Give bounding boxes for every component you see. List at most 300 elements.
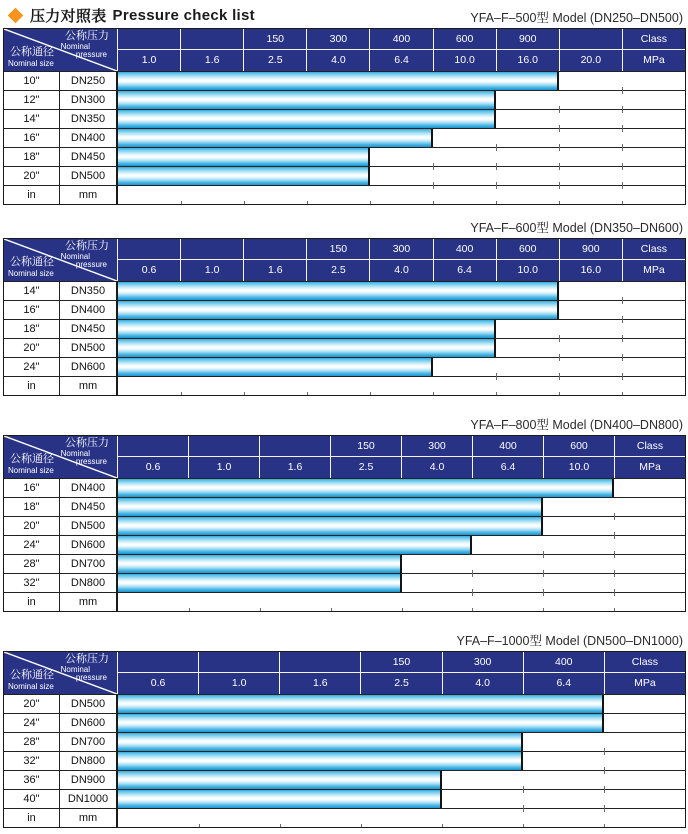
table-row (4, 713, 685, 732)
diagonal-header-cell (4, 652, 118, 694)
mpa-header-row (118, 457, 685, 478)
unit-row (4, 592, 685, 611)
table-row (4, 516, 685, 535)
model-label-1000: YFA–F–1000型 Model (DN500–DN1000) (456, 634, 683, 648)
grid-tick (280, 824, 281, 828)
nominal-size-dn-cell: DN800 (60, 752, 118, 770)
grid-tick (622, 125, 623, 132)
grid-tick (199, 824, 200, 828)
pressure-cells (118, 320, 685, 338)
nominal-size-inch-cell: 18" (4, 320, 60, 338)
unit-row (4, 376, 685, 395)
grid-tick (622, 316, 623, 323)
class-header-cell (118, 436, 188, 456)
class-header-cell: 400 (472, 436, 543, 456)
unit-mm-cell: mm (60, 593, 118, 611)
mpa-header-cell: 1.6 (259, 457, 330, 478)
table-row (4, 732, 685, 751)
grid-tick (496, 201, 497, 205)
mpa-header-cell: 4.0 (401, 457, 472, 478)
grid-tick (559, 335, 560, 342)
grid-tick (559, 392, 560, 396)
grid-tick (181, 201, 182, 205)
nominal-size-dn-cell: DN600 (60, 536, 118, 554)
grid-tick (496, 392, 497, 396)
page-title-en: Pressure check list (112, 7, 255, 24)
grid-tick (614, 589, 615, 596)
nominal-size-inch-cell: 32" (4, 752, 60, 770)
pressure-cells (118, 790, 685, 808)
grid-tick (496, 163, 497, 170)
nominal-size-inch-cell: 24" (4, 714, 60, 732)
grid-tick (559, 163, 560, 170)
grid-tick (260, 608, 261, 612)
table-row (4, 90, 685, 109)
grid-tick (559, 125, 560, 132)
grid-tick (559, 201, 560, 205)
pressure-range-bar (118, 574, 402, 592)
class-header-cell (180, 239, 243, 259)
nominal-size-dn-cell: DN400 (60, 301, 118, 319)
grid-tick (543, 570, 544, 577)
pressure-cells (118, 110, 685, 128)
nominal-size-inch-cell: 20" (4, 517, 60, 535)
class-header-cell: 900 (496, 29, 559, 49)
pressure-range-bar (118, 517, 543, 535)
grid-tick (604, 748, 605, 755)
class-header-cell (188, 436, 259, 456)
pressure-cells (118, 129, 685, 147)
nominal-pressure-en-label-1: Nominal (60, 449, 90, 458)
table-header (4, 29, 685, 71)
table-row (4, 109, 685, 128)
nominal-size-dn-cell: DN600 (60, 714, 118, 732)
table-row (4, 357, 685, 376)
grid-tick (433, 201, 434, 205)
nominal-size-inch-cell: 10" (4, 72, 60, 90)
nominal-size-inch-cell: 16" (4, 301, 60, 319)
pressure-range-bar (118, 479, 614, 497)
grid-tick (472, 589, 473, 596)
mpa-header-cell: 4.0 (306, 50, 369, 71)
table-row (4, 147, 685, 166)
nominal-pressure-en-label-1: Nominal (60, 252, 90, 261)
pressure-range-bar (118, 320, 496, 338)
grid-tick (559, 373, 560, 380)
grid-tick (370, 392, 371, 396)
mpa-header-cell: 1.6 (180, 50, 243, 71)
mpa-header-row (118, 50, 685, 71)
nominal-size-dn-cell: DN500 (60, 517, 118, 535)
grid-tick (622, 106, 623, 113)
pressure-range-bar (118, 339, 496, 357)
class-header-cell (118, 29, 180, 49)
table-row (4, 319, 685, 338)
class-header-cell: 300 (401, 436, 472, 456)
nominal-size-dn-cell: DN800 (60, 574, 118, 592)
nominal-size-dn-cell: DN450 (60, 320, 118, 338)
class-header-cell: Class (622, 239, 685, 259)
grid-tick (244, 201, 245, 205)
mpa-header-cell: MPa (614, 457, 685, 478)
grid-tick (559, 354, 560, 361)
grid-tick (370, 201, 371, 205)
mpa-header-cell: 10.0 (496, 260, 559, 281)
class-header-row (118, 29, 685, 50)
nominal-size-inch-cell: 28" (4, 733, 60, 751)
class-header-cell: 600 (496, 239, 559, 259)
unit-in-cell: in (4, 809, 60, 827)
grid-tick (523, 786, 524, 793)
pressure-cells (118, 695, 685, 713)
class-header-cell: 150 (243, 29, 306, 49)
grid-tick (307, 201, 308, 205)
table-row (4, 300, 685, 319)
pressure-range-bar (118, 110, 496, 128)
table-header (4, 239, 685, 281)
nominal-size-inch-cell: 36" (4, 771, 60, 789)
diagonal-header-cell (4, 29, 118, 71)
grid-tick (331, 608, 332, 612)
grid-tick (559, 182, 560, 189)
nominal-size-dn-cell: DN450 (60, 148, 118, 166)
grid-tick (559, 106, 560, 113)
class-header-cell (180, 29, 243, 49)
nominal-size-en-label: Nominal size (8, 269, 54, 278)
grid-tick (543, 608, 544, 612)
pressure-range-bar (118, 167, 370, 185)
nominal-size-inch-cell: 18" (4, 148, 60, 166)
unit-row (4, 185, 685, 204)
model-label-500: YFA–F–500型 Model (DN250–DN500) (470, 11, 683, 25)
nominal-size-dn-cell: DN350 (60, 110, 118, 128)
diagonal-header-cell (4, 239, 118, 281)
grid-tick (496, 373, 497, 380)
table-row (4, 338, 685, 357)
pressure-table-800 (3, 435, 686, 612)
grid-tick (604, 824, 605, 828)
mpa-header-cell: 1.6 (243, 260, 306, 281)
class-header-cell (559, 29, 622, 49)
grid-tick (559, 144, 560, 151)
pressure-range-bar (118, 695, 604, 713)
diamond-bullet-icon (8, 7, 24, 23)
table-row (4, 694, 685, 713)
class-header-row (118, 239, 685, 260)
grid-tick (433, 392, 434, 396)
mpa-header-cell: 0.6 (118, 457, 188, 478)
nominal-size-en-label: Nominal size (8, 682, 54, 691)
table-row (4, 751, 685, 770)
table-row (4, 535, 685, 554)
grid-tick (496, 144, 497, 151)
mpa-header-cell: 1.0 (198, 673, 279, 694)
mpa-header-cell: 2.5 (330, 457, 401, 478)
pressure-cells (118, 771, 685, 789)
header-grid (118, 436, 685, 478)
nominal-size-inch-cell: 18" (4, 498, 60, 516)
grid-tick (523, 824, 524, 828)
grid-tick (543, 589, 544, 596)
grid-tick (604, 786, 605, 793)
header-grid (118, 652, 685, 694)
class-header-cell: 300 (369, 239, 432, 259)
pressure-cells (118, 148, 685, 166)
nominal-size-dn-cell: DN900 (60, 771, 118, 789)
table-row (4, 71, 685, 90)
grid-tick (622, 201, 623, 205)
class-header-cell: 600 (543, 436, 614, 456)
unit-empty-cells (118, 377, 685, 395)
grid-tick (614, 551, 615, 558)
grid-tick (614, 570, 615, 577)
nominal-pressure-zh-label: 公称压力 (65, 653, 109, 665)
pressure-range-bar (118, 72, 559, 90)
nominal-size-dn-cell: DN500 (60, 167, 118, 185)
pressure-range-bar (118, 91, 496, 109)
pressure-cells (118, 752, 685, 770)
grid-tick (622, 163, 623, 170)
nominal-size-dn-cell: DN300 (60, 91, 118, 109)
class-header-cell: 400 (369, 29, 432, 49)
class-header-row (118, 652, 685, 673)
grid-tick (622, 87, 623, 94)
grid-tick (433, 182, 434, 189)
class-header-cell: 150 (306, 239, 369, 259)
class-header-cell (243, 239, 306, 259)
grid-tick (614, 513, 615, 520)
nominal-size-en-label: Nominal size (8, 466, 54, 475)
grid-tick (472, 570, 473, 577)
pressure-cells (118, 358, 685, 376)
class-header-cell: Class (614, 436, 685, 456)
pressure-cells (118, 517, 685, 535)
mpa-header-cell: 2.5 (243, 50, 306, 71)
nominal-size-zh-label: 公称通径 (10, 453, 54, 465)
mpa-header-cell: 20.0 (559, 50, 622, 71)
page-title (8, 5, 255, 26)
table-row (4, 554, 685, 573)
nominal-pressure-en-label-2: pressure (75, 260, 107, 269)
unit-row (4, 808, 685, 827)
mpa-header-cell: 4.0 (369, 260, 432, 281)
pressure-cells (118, 714, 685, 732)
nominal-size-dn-cell: DN1000 (60, 790, 118, 808)
class-header-row (118, 436, 685, 457)
mpa-header-cell: 6.4 (433, 260, 496, 281)
pressure-cells (118, 733, 685, 751)
grid-tick (614, 532, 615, 539)
grid-tick (622, 392, 623, 396)
unit-in-cell: in (4, 593, 60, 611)
class-header-cell: Class (604, 652, 685, 672)
table-header (4, 436, 685, 478)
table-row (4, 478, 685, 497)
pressure-cells (118, 282, 685, 300)
grid-tick (496, 182, 497, 189)
nominal-pressure-zh-label: 公称压力 (65, 30, 109, 42)
table-row (4, 497, 685, 516)
diagonal-header-cell (4, 436, 118, 478)
grid-tick (604, 805, 605, 812)
pressure-cells (118, 72, 685, 90)
unit-mm-cell: mm (60, 186, 118, 204)
grid-tick (622, 373, 623, 380)
mpa-header-cell: MPa (604, 673, 685, 694)
nominal-size-dn-cell: DN500 (60, 339, 118, 357)
class-header-cell (118, 239, 180, 259)
nominal-size-inch-cell: 24" (4, 358, 60, 376)
class-header-cell: 150 (330, 436, 401, 456)
mpa-header-row (118, 673, 685, 694)
class-header-cell: 900 (559, 239, 622, 259)
pressure-range-bar (118, 771, 442, 789)
table-row (4, 166, 685, 185)
pressure-range-bar (118, 498, 543, 516)
model-label-600: YFA–F–600型 Model (DN350–DN600) (470, 221, 683, 235)
nominal-size-dn-cell: DN500 (60, 695, 118, 713)
mpa-header-cell: 0.6 (118, 260, 180, 281)
nominal-size-zh-label: 公称通径 (10, 669, 54, 681)
mpa-header-cell: 6.4 (472, 457, 543, 478)
nominal-size-dn-cell: DN450 (60, 498, 118, 516)
unit-in-cell: in (4, 377, 60, 395)
nominal-size-dn-cell: DN700 (60, 555, 118, 573)
nominal-size-inch-cell: 14" (4, 282, 60, 300)
pressure-cells (118, 91, 685, 109)
unit-empty-cells (118, 809, 685, 827)
nominal-size-inch-cell: 20" (4, 695, 60, 713)
nominal-size-dn-cell: DN350 (60, 282, 118, 300)
unit-empty-cells (118, 593, 685, 611)
class-header-cell (198, 652, 279, 672)
class-header-cell: 400 (433, 239, 496, 259)
table-header (4, 652, 685, 694)
class-header-cell: 600 (433, 29, 496, 49)
nominal-pressure-en-label-2: pressure (75, 673, 107, 682)
mpa-header-cell: 2.5 (306, 260, 369, 281)
nominal-size-inch-cell: 20" (4, 167, 60, 185)
table-row (4, 789, 685, 808)
pressure-range-bar (118, 752, 523, 770)
nominal-size-inch-cell: 14" (4, 110, 60, 128)
model-label-800: YFA–F–800型 Model (DN400–DN800) (470, 418, 683, 432)
nominal-size-zh-label: 公称通径 (10, 46, 54, 58)
nominal-size-dn-cell: DN400 (60, 479, 118, 497)
nominal-pressure-zh-label: 公称压力 (65, 437, 109, 449)
nominal-size-dn-cell: DN400 (60, 129, 118, 147)
pressure-cells (118, 555, 685, 573)
nominal-pressure-zh-label: 公称压力 (65, 240, 109, 252)
pressure-table-500 (3, 28, 686, 205)
table-row (4, 281, 685, 300)
grid-tick (244, 392, 245, 396)
grid-tick (604, 767, 605, 774)
grid-tick (614, 608, 615, 612)
pressure-cells (118, 301, 685, 319)
grid-tick (523, 805, 524, 812)
nominal-size-inch-cell: 40" (4, 790, 60, 808)
pressure-cells (118, 167, 685, 185)
pressure-cells (118, 574, 685, 592)
nominal-size-inch-cell: 16" (4, 129, 60, 147)
mpa-header-cell: 10.0 (433, 50, 496, 71)
mpa-header-row (118, 260, 685, 281)
pressure-range-bar (118, 282, 559, 300)
nominal-pressure-en-label-1: Nominal (60, 42, 90, 51)
grid-tick (622, 335, 623, 342)
mpa-header-cell: 6.4 (369, 50, 432, 71)
nominal-pressure-en-label-2: pressure (75, 457, 107, 466)
mpa-header-cell: 2.5 (360, 673, 441, 694)
unit-mm-cell: mm (60, 809, 118, 827)
unit-in-cell: in (4, 186, 60, 204)
pressure-table-600 (3, 238, 686, 396)
grid-tick (622, 354, 623, 361)
mpa-header-cell: 16.0 (496, 50, 559, 71)
mpa-header-cell: 4.0 (442, 673, 523, 694)
page-title-zh: 压力对照表 (30, 8, 107, 25)
pressure-table-1000 (3, 651, 686, 828)
nominal-size-inch-cell: 24" (4, 536, 60, 554)
class-header-cell: 300 (306, 29, 369, 49)
grid-tick (622, 297, 623, 304)
pressure-range-bar (118, 733, 523, 751)
table-row (4, 128, 685, 147)
mpa-header-cell: 1.6 (279, 673, 360, 694)
grid-tick (181, 392, 182, 396)
table-row (4, 573, 685, 592)
mpa-header-cell: MPa (622, 50, 685, 71)
pressure-cells (118, 498, 685, 516)
pressure-range-bar (118, 536, 472, 554)
class-header-cell: Class (622, 29, 685, 49)
header-grid (118, 29, 685, 71)
pressure-range-bar (118, 555, 402, 573)
header-grid (118, 239, 685, 281)
grid-tick (361, 824, 362, 828)
mpa-header-cell: 10.0 (543, 457, 614, 478)
mpa-header-cell: 1.0 (118, 50, 180, 71)
grid-tick (472, 608, 473, 612)
class-header-cell: 400 (523, 652, 604, 672)
nominal-size-inch-cell: 32" (4, 574, 60, 592)
grid-tick (189, 608, 190, 612)
mpa-header-cell: 1.0 (188, 457, 259, 478)
grid-tick (442, 824, 443, 828)
class-header-cell (279, 652, 360, 672)
nominal-size-zh-label: 公称通径 (10, 256, 54, 268)
mpa-header-cell: MPa (622, 260, 685, 281)
class-header-cell (118, 652, 198, 672)
nominal-size-inch-cell: 28" (4, 555, 60, 573)
table-row (4, 770, 685, 789)
nominal-size-inch-cell: 20" (4, 339, 60, 357)
nominal-size-dn-cell: DN250 (60, 72, 118, 90)
grid-tick (402, 608, 403, 612)
grid-tick (622, 182, 623, 189)
pressure-cells (118, 339, 685, 357)
class-header-cell: 150 (360, 652, 441, 672)
nominal-pressure-en-label-2: pressure (75, 50, 107, 59)
nominal-size-dn-cell: DN700 (60, 733, 118, 751)
nominal-size-inch-cell: 16" (4, 479, 60, 497)
grid-tick (433, 163, 434, 170)
pressure-range-bar (118, 301, 559, 319)
nominal-size-dn-cell: DN600 (60, 358, 118, 376)
grid-tick (622, 144, 623, 151)
page-header (0, 0, 688, 26)
